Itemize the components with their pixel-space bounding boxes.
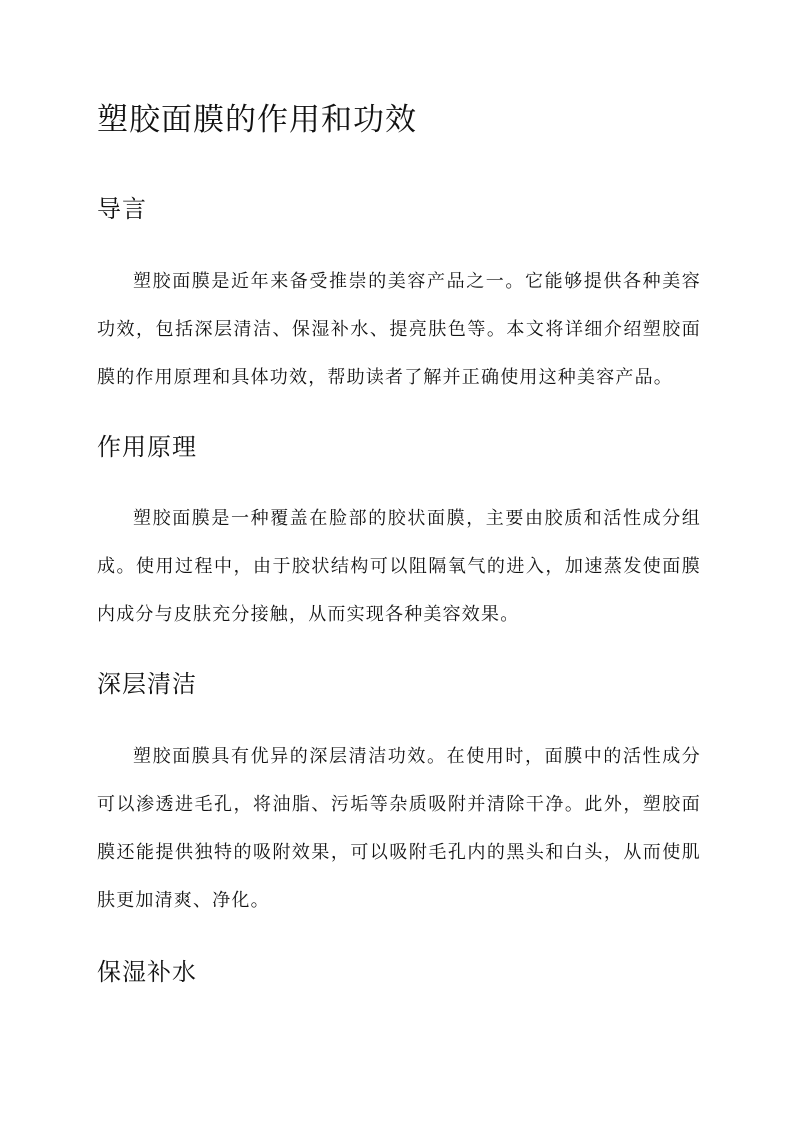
section-paragraph-deep-cleansing: 塑胶面膜具有优异的深层清洁功效。在使用时，面膜中的活性成分可以渗透进毛孔，将油脂、污垢等杂质吸附并清除干净。此外，塑胶面膜还能提供独特的吸附效果，可以吸附毛孔内的黑头和白头，从而使肌肤更加清爽、净化。 <box>97 746 701 911</box>
document-title: 塑胶面膜的作用和功效 <box>97 102 417 138</box>
section-paragraph-intro: 塑胶面膜是近年来备受推崇的美容产品之一。它能够提供各种美容功效，包括深层清洁、保湿补水、提亮肤色等。本文将详细介绍塑胶面膜的作用原理和具体功效，帮助读者了解并正确使用这种美容产品。 <box>97 271 701 388</box>
section-heading-principle: 作用原理 <box>97 433 197 461</box>
section-heading-deep-cleansing: 深层清洁 <box>97 670 197 698</box>
document-page <box>97 92 701 990</box>
section-heading-moisturizing: 保湿补水 <box>97 958 197 986</box>
section-paragraph-principle: 塑胶面膜是一种覆盖在脸部的胶状面膜，主要由胶质和活性成分组成。使用过程中，由于胶状结构可以阻隔氧气的进入，加速蒸发使面膜内成分与皮肤充分接触，从而实现各种美容效果。 <box>97 508 701 625</box>
section-heading-intro: 导言 <box>97 195 147 223</box>
